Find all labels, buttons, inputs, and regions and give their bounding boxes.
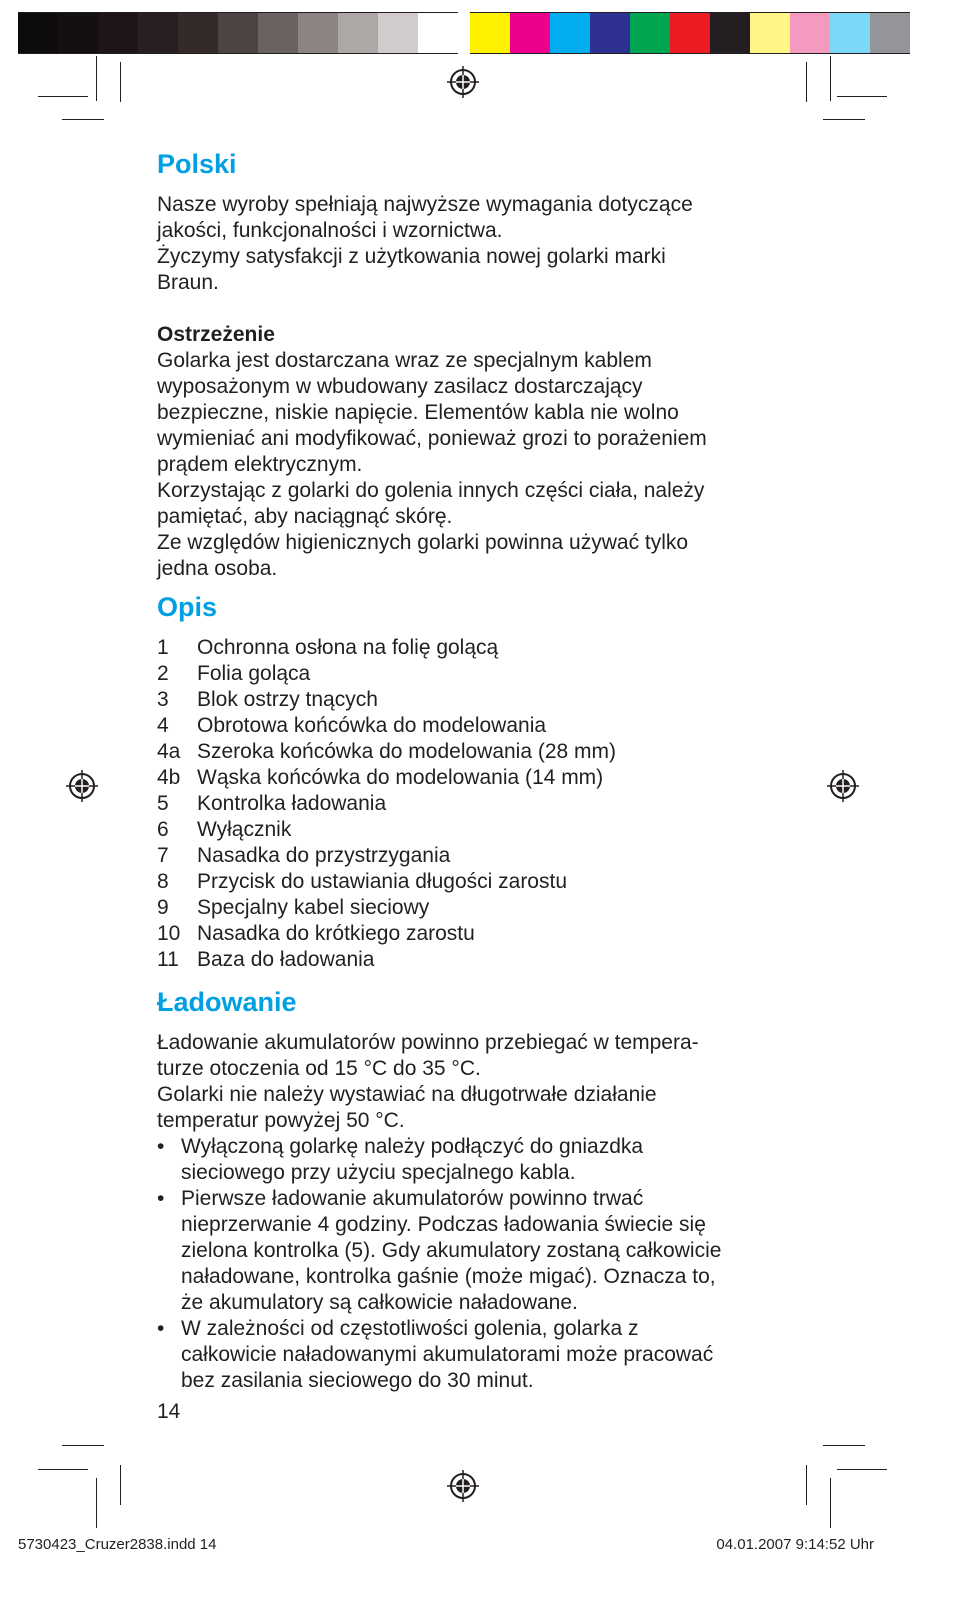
bullet-icon: • (157, 1135, 165, 1158)
warning-line: Korzystając z golarki do golenia innych części ciała, należy (157, 479, 705, 502)
list-item (157, 635, 797, 661)
bullet-line: zielona kontrolka (5). Gdy akumulatory zostaną całkowicie (181, 1239, 722, 1262)
warning-line: Ze względów higienicznych golarki powinna używać tylko (157, 531, 689, 554)
bullet-line: nieprzerwanie 4 godziny. Podczas ładowania świecie się (181, 1213, 706, 1236)
item-number: 9 (157, 896, 169, 919)
bullet-item (157, 1316, 797, 1394)
color-swatch (138, 12, 178, 54)
bullet-icon: • (157, 1187, 165, 1210)
item-number: 3 (157, 688, 169, 711)
color-swatch (750, 12, 790, 54)
color-swatch (630, 12, 670, 54)
intro-line: jakości, funkcjonalności i wzornictwa. (157, 219, 503, 242)
intro-line: Życzymy satysfakcji z użytkowania nowej golarki marki (157, 245, 666, 268)
slug-filename: 5730423_Cruzer2838.indd 14 (18, 1536, 217, 1553)
color-swatch (870, 12, 910, 54)
item-number: 2 (157, 662, 169, 685)
list-item (157, 869, 797, 895)
warning-title: Ostrzeżenie (157, 323, 275, 346)
color-swatch (58, 12, 98, 54)
item-number: 8 (157, 870, 169, 893)
color-swatch (218, 12, 258, 54)
bullet-item (157, 1134, 797, 1186)
heading-opis: Opis (157, 592, 218, 622)
item-text: Szeroka końcówka do modelowania (28 mm) (197, 740, 617, 763)
item-number: 4b (157, 766, 181, 789)
list-item (157, 843, 797, 869)
color-swatch (670, 12, 710, 54)
warning-line: jedna osoba. (157, 557, 278, 580)
color-swatch (710, 12, 750, 54)
item-text: Kontrolka ładowania (197, 792, 387, 815)
item-number: 11 (157, 948, 179, 971)
warning-line: prądem elektrycznym. (157, 453, 363, 476)
list-item (157, 687, 797, 713)
item-text: Wyłącznik (197, 818, 292, 841)
heading-polski: Polski (157, 149, 237, 179)
item-text: Nasadka do krótkiego zarostu (197, 922, 475, 945)
charging-intro-line: turze otoczenia od 15 °C do 35 °C. (157, 1057, 481, 1080)
list-item (157, 791, 797, 817)
item-text: Przycisk do ustawiania długości zarostu (197, 870, 568, 893)
slug-timestamp: 04.01.2007 9:14:52 Uhr (716, 1536, 874, 1553)
item-text: Obrotowa końcówka do modelowania (197, 714, 547, 737)
item-number: 1 (157, 636, 169, 659)
registration-mark-icon (827, 770, 859, 802)
list-item (157, 817, 797, 843)
bullet-line: W zależności od częstotliwości golenia, golarka z (181, 1317, 639, 1340)
bullet-line: Pierwsze ładowanie akumulatorów powinno trwać (181, 1187, 644, 1210)
intro-line: Braun. (157, 271, 219, 294)
registration-mark-icon (447, 66, 479, 98)
warning-line: wyposażonym w wbudowany zasilacz dostarczający (157, 375, 643, 398)
list-item (157, 765, 797, 791)
color-swatch (470, 12, 510, 54)
warning-line: pamiętać, aby naciągnąć skórę. (157, 505, 453, 528)
item-number: 6 (157, 818, 169, 841)
color-swatch (378, 12, 418, 54)
item-text: Specjalny kabel sieciowy (197, 896, 430, 919)
color-swatch (18, 12, 58, 54)
bullet-icon: • (157, 1317, 165, 1340)
item-number: 10 (157, 922, 181, 945)
color-swatch (830, 12, 870, 54)
item-text: Ochronna osłona na folię golącą (197, 636, 499, 659)
bullet-line: Wyłączoną golarkę należy podłączyć do gniazdka (181, 1135, 644, 1158)
heading-ladowanie: Ładowanie (157, 987, 297, 1017)
item-text: Baza do ładowania (197, 948, 375, 971)
item-number: 5 (157, 792, 169, 815)
charging-bullets (157, 1134, 797, 1394)
color-swatch (178, 12, 218, 54)
bullet-line: całkowicie naładowanymi akumulatorami może pracować (181, 1343, 714, 1366)
section-polski (157, 148, 797, 582)
list-item (157, 921, 797, 947)
section-opis (157, 591, 797, 973)
color-swatch (298, 12, 338, 54)
intro-line: Nasze wyroby spełniają najwyższe wymagania dotyczące (157, 193, 693, 216)
item-number: 7 (157, 844, 169, 867)
color-swatch (258, 12, 298, 54)
warning-line: bezpieczne, niskie napięcie. Elementów kabla nie wolno (157, 401, 679, 424)
color-swatch (98, 12, 138, 54)
list-item (157, 739, 797, 765)
color-swatch (338, 12, 378, 54)
registration-mark-icon (66, 770, 98, 802)
list-item (157, 947, 797, 973)
item-text: Folia goląca (197, 662, 311, 685)
bullet-line: sieciowego przy użyciu specjalnego kabla. (181, 1161, 576, 1184)
parts-list (157, 635, 797, 973)
bullet-line: naładowane, kontrolka gaśnie (może migać). Oznacza to, (181, 1265, 716, 1288)
warning-line: wymieniać ani modyfikować, ponieważ grozi to porażeniem (157, 427, 707, 450)
page-number: 14 (157, 1400, 181, 1423)
warning-line: Golarka jest dostarczana wraz ze specjalnym kablem (157, 349, 652, 372)
item-number: 4a (157, 740, 181, 763)
item-text: Nasadka do przystrzygania (197, 844, 451, 867)
color-swatch (418, 12, 458, 54)
registration-mark-icon (447, 1470, 479, 1502)
color-swatch (510, 12, 550, 54)
bullet-line: że akumulatory są całkowicie naładowane. (181, 1291, 578, 1314)
item-text: Wąska końcówka do modelowania (14 mm) (197, 766, 604, 789)
list-item (157, 895, 797, 921)
section-ladowanie (157, 986, 797, 1394)
charging-intro-line: temperatur powyżej 50 °C. (157, 1109, 405, 1132)
color-calibration-bar (470, 12, 910, 54)
charging-intro-line: Ładowanie akumulatorów powinno przebiegać w tempera- (157, 1031, 699, 1054)
list-item (157, 713, 797, 739)
list-item (157, 661, 797, 687)
item-text: Blok ostrzy tnących (197, 688, 378, 711)
item-number: 4 (157, 714, 169, 737)
gray-calibration-bar (18, 12, 458, 54)
color-swatch (550, 12, 590, 54)
color-swatch (590, 12, 630, 54)
color-swatch (790, 12, 830, 54)
bullet-item (157, 1186, 797, 1316)
bullet-line: bez zasilania sieciowego do 30 minut. (181, 1369, 534, 1392)
charging-intro-line: Golarki nie należy wystawiać na długotrwałe działanie (157, 1083, 657, 1106)
